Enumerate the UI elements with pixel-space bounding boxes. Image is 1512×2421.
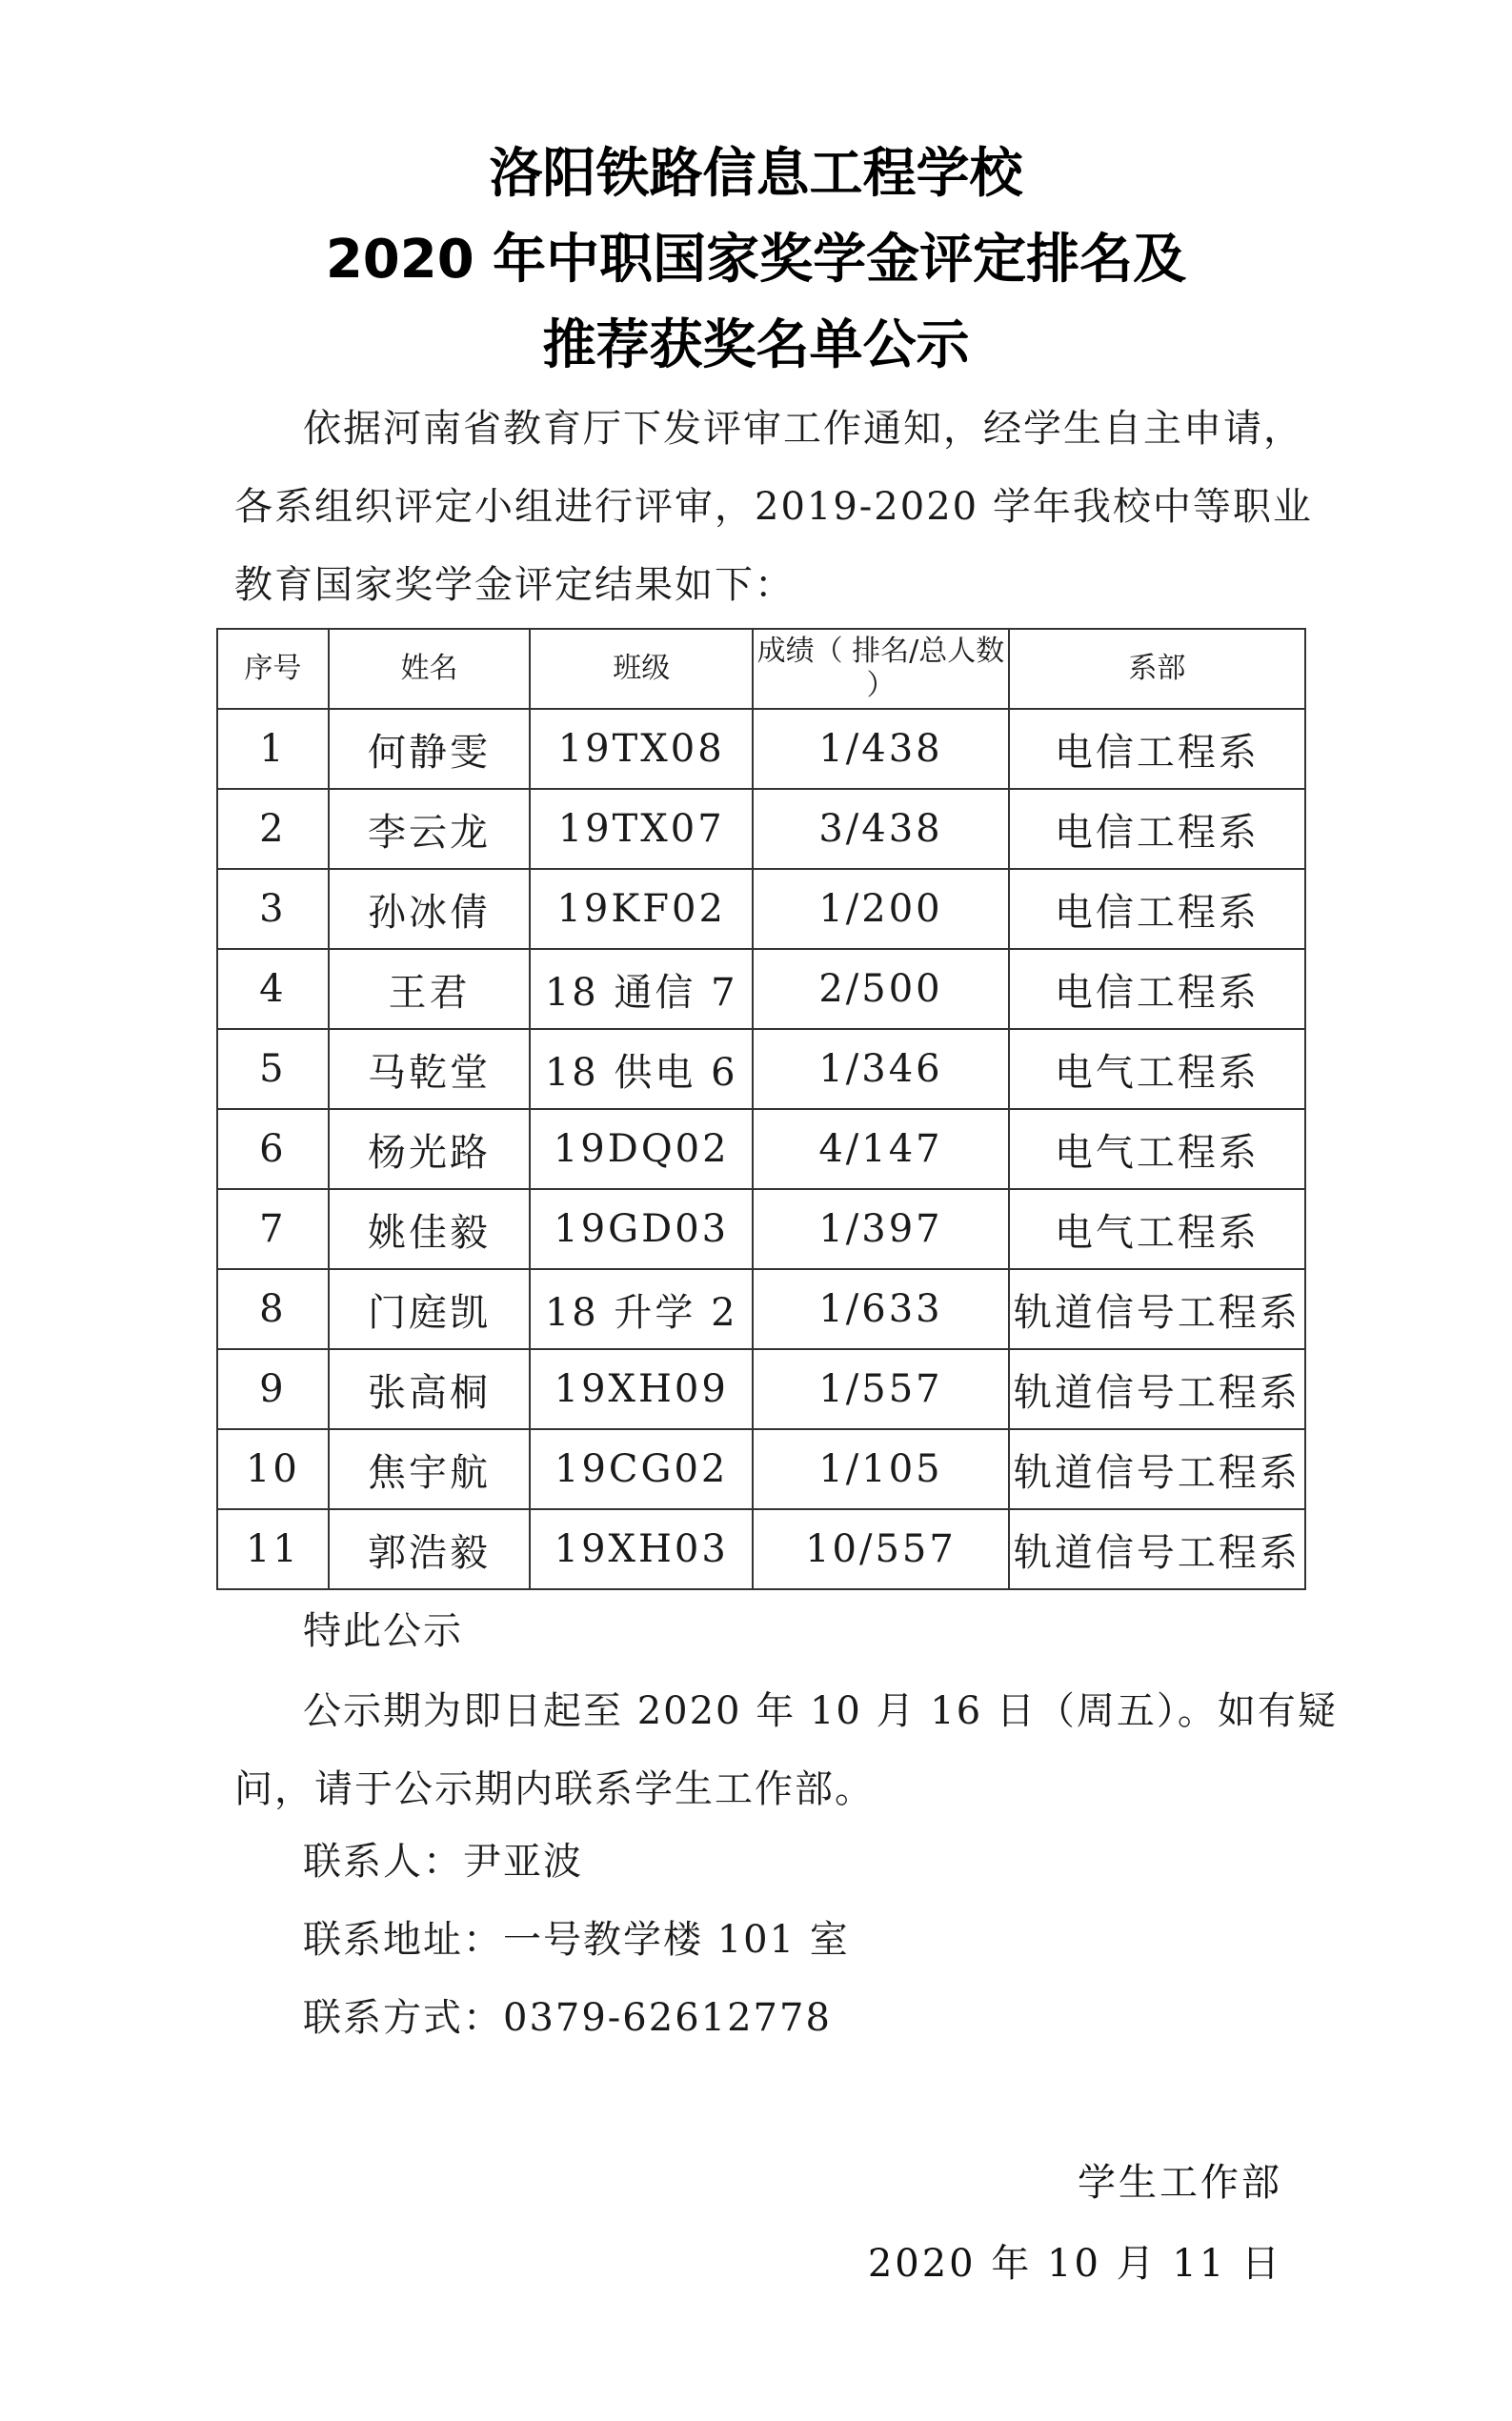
table-row: [217, 1429, 1305, 1509]
table-row: [217, 1109, 1305, 1189]
cell-name: 门庭凯: [329, 1269, 530, 1349]
table-row: [217, 869, 1305, 949]
header-score: 成绩（ 排名/总人数 ）: [753, 629, 1009, 709]
cell-class: 18 升学 2: [530, 1269, 753, 1349]
cell-name: 郭浩毅: [329, 1509, 530, 1589]
cell-department: 电信工程系: [1009, 789, 1305, 869]
intro-line-1: 依据河南省教育厅下发评审工作通知，经学生自主申请，: [303, 407, 1303, 451]
cell-score: 1/557: [753, 1349, 1009, 1429]
cell-name: 姚佳毅: [329, 1189, 530, 1269]
table-row: [217, 949, 1305, 1029]
table-row: [217, 1509, 1305, 1589]
cell-name: 张高桐: [329, 1349, 530, 1429]
period-line-1: 公示期为即日起至 2020 年 10 月 16 日（周五）。如有疑: [303, 1689, 1338, 1733]
cell-index: 7: [217, 1189, 329, 1269]
cell-class: 19XH03: [530, 1509, 753, 1589]
cell-score: 10/557: [753, 1509, 1009, 1589]
cell-name: 焦宇航: [329, 1429, 530, 1509]
header-index: 序号: [217, 629, 329, 709]
cell-class: 19KF02: [530, 869, 753, 949]
period-line-2: 问，请于公示期内联系学生工作部。: [234, 1767, 875, 1811]
cell-index: 9: [217, 1349, 329, 1429]
table-row: [217, 1269, 1305, 1349]
cell-name: 李云龙: [329, 789, 530, 869]
cell-department: 电信工程系: [1009, 949, 1305, 1029]
header-department: 系部: [1009, 629, 1305, 709]
table-row: [217, 1349, 1305, 1429]
title-announcement: 推荐获奖名单公示: [542, 314, 970, 376]
cell-score: 4/147: [753, 1109, 1009, 1189]
contact-phone: 联系方式：0379-62612778: [303, 1996, 832, 2040]
signature-date: 2020 年 10 月 11 日: [867, 2242, 1282, 2286]
header-class: 班级: [530, 629, 753, 709]
cell-department: 电信工程系: [1009, 709, 1305, 789]
cell-class: 18 通信 7: [530, 949, 753, 1029]
cell-department: 轨道信号工程系: [1009, 1509, 1305, 1589]
cell-name: 杨光路: [329, 1109, 530, 1189]
cell-score: 1/397: [753, 1189, 1009, 1269]
cell-score: 2/500: [753, 949, 1009, 1029]
cell-index: 4: [217, 949, 329, 1029]
scholarship-table: [216, 628, 1306, 1590]
cell-department: 电气工程系: [1009, 1109, 1305, 1189]
cell-name: 马乾堂: [329, 1029, 530, 1109]
table-row: [217, 709, 1305, 789]
cell-department: 电信工程系: [1009, 869, 1305, 949]
cell-index: 3: [217, 869, 329, 949]
intro-line-3: 教育国家奖学金评定结果如下：: [234, 563, 795, 607]
intro-line-2: 各系组织评定小组进行评审，2019-2020 学年我校中等职业: [234, 485, 1313, 529]
cell-score: 1/633: [753, 1269, 1009, 1349]
cell-class: 19CG02: [530, 1429, 753, 1509]
title-subject: 2020 年中职国家奖学金评定排名及: [325, 229, 1187, 291]
cell-class: 19GD03: [530, 1189, 753, 1269]
cell-score: 1/438: [753, 709, 1009, 789]
notice-text: 特此公示: [303, 1609, 463, 1653]
cell-index: 11: [217, 1509, 329, 1589]
contact-address: 联系地址：一号教学楼 101 室: [303, 1918, 850, 1962]
cell-class: 19TX08: [530, 709, 753, 789]
cell-department: 电气工程系: [1009, 1029, 1305, 1109]
cell-index: 5: [217, 1029, 329, 1109]
cell-name: 孙冰倩: [329, 869, 530, 949]
cell-score: 1/200: [753, 869, 1009, 949]
signature-department: 学生工作部: [1078, 2161, 1282, 2205]
cell-score: 3/438: [753, 789, 1009, 869]
cell-class: 19DQ02: [530, 1109, 753, 1189]
cell-name: 王君: [329, 949, 530, 1029]
cell-index: 2: [217, 789, 329, 869]
header-name: 姓名: [329, 629, 530, 709]
cell-department: 轨道信号工程系: [1009, 1349, 1305, 1429]
table-header-row: [217, 629, 1305, 709]
table-row: [217, 789, 1305, 869]
cell-name: 何静雯: [329, 709, 530, 789]
cell-class: 18 供电 6: [530, 1029, 753, 1109]
cell-index: 10: [217, 1429, 329, 1509]
cell-department: 轨道信号工程系: [1009, 1429, 1305, 1509]
cell-index: 1: [217, 709, 329, 789]
cell-class: 19TX07: [530, 789, 753, 869]
cell-index: 6: [217, 1109, 329, 1189]
cell-score: 1/105: [753, 1429, 1009, 1509]
table-row: [217, 1189, 1305, 1269]
title-school: 洛阳铁路信息工程学校: [489, 143, 1023, 205]
cell-index: 8: [217, 1269, 329, 1349]
contact-person: 联系人：尹亚波: [303, 1840, 583, 1884]
cell-class: 19XH09: [530, 1349, 753, 1429]
cell-department: 电气工程系: [1009, 1189, 1305, 1269]
cell-score: 1/346: [753, 1029, 1009, 1109]
table-row: [217, 1029, 1305, 1109]
cell-department: 轨道信号工程系: [1009, 1269, 1305, 1349]
